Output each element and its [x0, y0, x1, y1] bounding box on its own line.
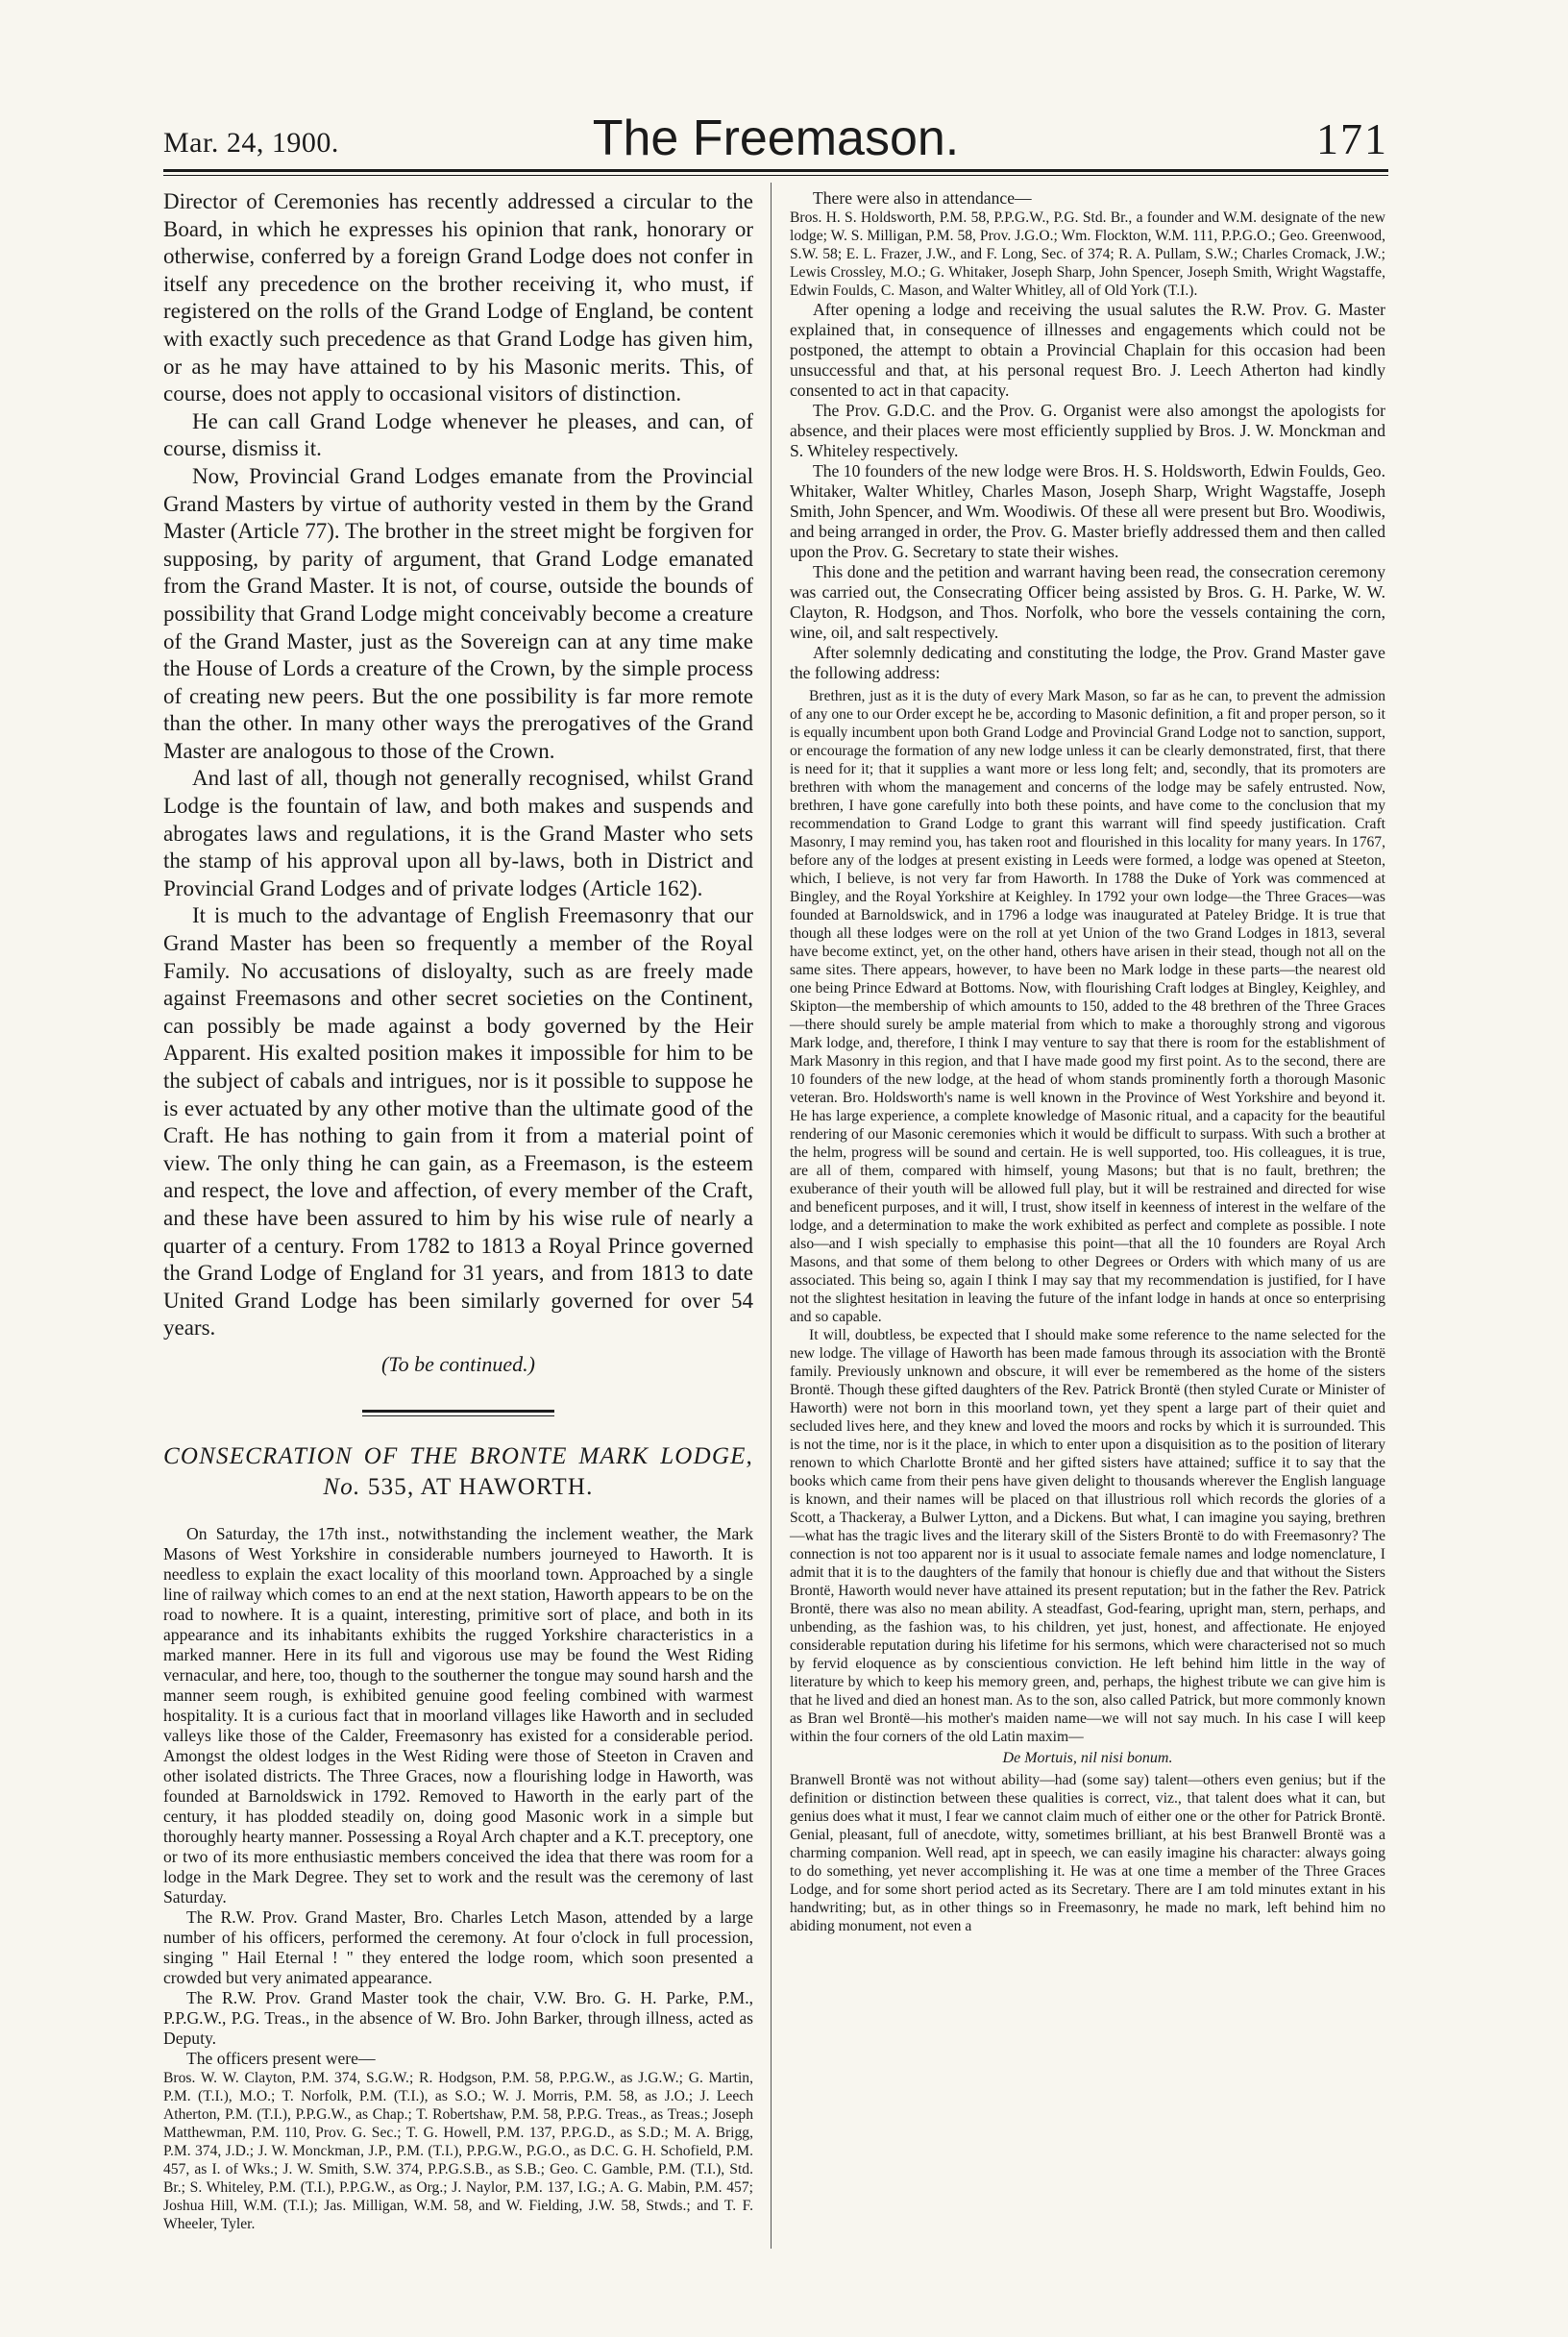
article-paragraph: After opening a lodge and receiving the usual salutes the R.W. Prov. G. Master explained that, in consequence of illnesses and engagements which could not be postponed, the attempt to obtain a Provincial Chaplain for this occasion had been unsuccessful and that, at his personal request Bro. J. Leech Atherton had kindly consented to act in that capacity. — [790, 300, 1385, 400]
continued-article — [163, 188, 753, 1377]
ceremony-narrative — [790, 300, 1385, 683]
section-rule-thick — [362, 1410, 554, 1413]
masthead-rule-thin — [163, 175, 1388, 176]
address-paragraph: It will, doubtless, be expected that I should make some reference to the name selected for the new lodge. The village of Haworth has been made famous through its association with the Brontë family. Previously unknown and obscure, it will ever be remembered as the home of the sisters Brontë. Though these gifted daughters of the Rev. Patrick Brontë (then styled Curate or Minister of Haworth) were not born in this moorland town, yet they spent a large part of their quiet and secluded lives here, and they knew and loved the moors and rocks by which it is surrounded. This is not the time, nor is it the place, in which to enter upon a disquisition as to the position of literary renown to which Charlotte Brontë and her gifted sisters have attained; suffice it to say that the books which came from their pens have given delight to thousands wherever the English language is known, and their names will be placed on that illustrious roll which records the glories of a Scott, a Thackeray, a Bulwer Lytton, and a Dickens. But what, I can imagine you saying, brethren—what has the tragic lives and the literary skill of the Sisters Brontë to do with Freemasonry? The connection is not too apparent nor is it usual to associate female names and lodge nomenclature, I admit that it is to the daughters of the family that honour is chiefly due and that without the Sisters Brontë, Haworth would never have attained its present reputation; but in the father the Rev. Patrick Brontë, there was also no mean ability. A steadfast, God-fearing, upright man, stern, perhaps, and unbending, as the fashion was, to his children, yet just, honest, and affectionate. He enjoyed considerable reputation during his lifetime for his sermons, which were characterised not so much by fervid eloquence as by conscientious conviction. He left behind him little in the way of literature by which to keep his memory green, and, perhaps, the highest tribute we can give him is that he lived and died an honest man. As to the son, also called Patrick, but more commonly known as Bran wel Brontë—his mother's maiden name—we will not say much. In his case I will keep within the four corners of the old Latin maxim— — [790, 1327, 1385, 1745]
article-heading — [163, 1441, 753, 1503]
article-paragraph: Director of Ceremonies has recently addressed a circular to the Board, in which he expresses his opinion that rank, honorary or otherwise, conferred by a foreign Grand Lodge does not confer in itself any precedence on the brother receiving it, who must, if registered on the rolls of the Grand Lodge of England, be content with exactly such precedence as that Grand Lodge has given him, or as he may have attained to by his Masonic merits. This, of course, does not apply to occasional visitors of distinction. — [163, 189, 753, 406]
attendance-list — [790, 209, 1385, 300]
issue-date: Mar. 24, 1900. — [163, 127, 339, 159]
article-heading-line-1: CONSECRATION OF THE BRONTE MARK LODGE, — [163, 1442, 753, 1469]
article-paragraph: After solemnly dedicating and constituting the lodge, the Prov. Grand Master gave the following address: — [790, 643, 1385, 682]
article-paragraph: This done and the petition and warrant having been read, the consecration ceremony was carried out, the Consecrating Officer being assisted by Bros. G. H. Parke, W. W. Clayton, R. Hodgson, and Thos. Norfolk, who bore the vessels containing the corn, wine, oil, and salt respectively. — [790, 562, 1385, 642]
newspaper-title: The Freemason. — [592, 111, 960, 166]
officers-list-text: Bros. W. W. Clayton, P.M. 374, S.G.W.; R. Hodgson, P.M. 58, P.P.G.W., as J.G.W.; G. Martin, P.M. (T.I.), M.O.; T. Norfolk, P.M. (T.I.), as S.O.; W. J. Morris, P.M. 58, as J.O.; J. Leech Atherton, P.M. (T.I.), P.P.G.W., as Chap.; T. Robertshaw, P.M. 58, P.P.G. Treas., as Treas.; Joseph Matthewman, P.M. 110, Prov. G. Sec.; T. G. Howell, P.M. 137, P.P.G.D., as S.D.; M. A. Brigg, P.M. 374, J.D.; J. W. Monckman, J.P., P.M. (T.I.), P.P.G.W., P.G.O., as D.C. G. H. Schofield, P.M. 457, as I. of Wks.; J. W. Smith, S.W. 374, P.P.G.S.B., as S.B.; Geo. C. Gamble, P.M. (T.I.), Std. Br.; S. Whiteley, P.M. (T.I.), P.P.G.W., as Org.; J. Naylor, P.M. 137, I.G.; A. G. Mabin, P.M. 457; Joshua Hill, W.M. (T.I.); Jas. Milligan, W.M. 58, and W. Fielding, J.W. 58, Stwds.; and T. F. Wheeler, Tyler. — [163, 2069, 753, 2232]
address-paragraph: Brethren, just as it is the duty of every Mark Mason, so far as he can, to prevent the admission of any one to our Order except he be, according to Masonic definition, a fit and proper person, so it is equally incumbent upon both Grand Lodge and Provincial Grand Lodge not to sanction, support, or encourage the formation of any new lodge unless it can be clearly demonstrated, first, that there is need for it; that it supplies a want more or less long felt; and, secondly, that its promoters are brethren with whom the management and concerns of the lodge may be safely entrusted. Now, brethren, I have gone carefully into both these points, and have come to the conclusion that my recommendation to Grand Lodge to grant this warrant will find speedy justification. Craft Masonry, I may remind you, has taken root and flourished in this locality for many years. In 1767, before any of the lodges at present existing in Leeds were formed, a lodge was opened at Steeton, which, I believe, is not very far from Haworth. In 1788 the Duke of York was commenced at Bingley, and the Royal Yorkshire at Keighley. In 1792 your own lodge—the Three Graces—was founded at Barnoldswick, and in 1796 a lodge was inaugurated at Pateley Bridge. It is true that though all these lodges were on the roll at yet Union of the two Grand Lodges in 1813, several have become extinct, yet, on the other hand, others have arisen in their stead, though not all on the same sites. There appears, however, to have been no Mark lodge in these parts—the nearest old one being Prince Edward at Bottoms. Now, with flourishing Craft lodges at Bingley, Keighley, and Skipton—the membership of which amounts to 150, added to the 48 brethren of the Three Graces—there should surely be ample material from which to make a thoroughly strong and vigorous Mark lodge, and, therefore, I think I may venture to say that there is room for the establishment of Mark Masonry in this region, and that I have made good my first point. As to the second, there are 10 founders of the new lodge, at the head of whom stands prominently forth a thorough Masonic veteran. Bro. Holdsworth's name is well known in the Province of West Yorkshire and beyond it. He has large experience, a complete knowledge of Masonic ritual, and a capacity for the beautiful rendering of our Masonic ceremonies which it would be difficult to surpass. With such a brother at the helm, progress will be sound and certain. He is well supported, too. His colleagues, it is true, are all of them, compared with himself, young Masons; but that is no fault, brethren; the exuberance of their youth will be allowed full play, but it will be restrained and directed for wise and beneficent purposes, and it will, I trust, show itself in keenness of interest in the welfare of the lodge, and a determination to make the work exhibited as perfect and complete as possible. I note also—and I wish specially to emphasise this point—that all the 10 founders are Royal Arch Masons, and that some of them belong to other Degrees or Orders with which many of us are associated. This being so, again I think I may say that my recommendation is justified, for I have not the slightest hesitation in leaving the future of the infant lodge in hands at once so enterprising and so capable. — [790, 688, 1385, 1325]
article-paragraph: The 10 founders of the new lodge were Bros. H. S. Holdsworth, Edwin Foulds, Geo. Whitaker, Walter Whitley, Charles Mason, Joseph Sharp, Wright Wagstaffe, Joseph Smith, John Spencer, and Wm. Woodiwis. Of these all were present but Bro. Woodiwis, and being arranged in order, the Prov. G. Master briefly addressed them and then called upon the Prov. G. Secretary to state their wishes. — [790, 461, 1385, 561]
article-paragraph: The officers present were— — [186, 2048, 376, 2068]
to-be-continued: (To be continued.) — [381, 1351, 535, 1376]
attendance-list-text: Bros. H. S. Holdsworth, P.M. 58, P.P.G.W., P.G. Std. Br., a founder and W.M. designate of the new lodge; W. S. Milligan, P.M. 58, Prov. J.G.O.; Wm. Flockton, W.M. 111, P.P.G.O.; Geo. Greenwood, S.W. 58; E. L. Frazer, J.W., and F. Long, Sec. of 374; R. A. Pullam, S.W.; Charles Cromack, J.W.; Lewis Crossley, M.O.; G. Whitaker, Joseph Sharp, John Spencer, Joseph Smith, Wright Wagstaffe, Edwin Foulds, C. Mason, and Walter Whitley, all of Old York (T.I.). — [790, 209, 1385, 299]
masthead-rule-thick — [163, 169, 1388, 172]
article-paragraph: The R.W. Prov. Grand Master, Bro. Charles Letch Mason, attended by a large number of his officers, performed the ceremony. At four o'clock in full procession, singing " Hail Eternal ! " they entered the lodge room, which soon presented a crowded but very animated appearance. — [163, 1906, 753, 1987]
heading-number-label: No. — [323, 1473, 361, 1500]
article-paragraph: And last of all, though not generally recognised, whilst Grand Lodge is the fountain of law, and both makes and suspends and abrogates laws and regulations, it is the Grand Master who sets the stamp of his approval upon all by-laws, both in District and Provincial Grand Lodges and of private lodges (Article 162). — [163, 766, 753, 900]
section-rule-thin — [362, 1415, 554, 1416]
left-column — [163, 188, 753, 2233]
article-paragraph: It is much to the advantage of English Freemasonry that our Grand Master has been so frequently a member of the Royal Family. No accusations of disloyalty, such as are freely made against Freemasons and other secret societies on the Continent, can possibly be made against a body governed by the Heir Apparent. His exalted position makes it impossible for him to be the subject of cabals and intrigues, nor is it possible to suppose he is ever actuated by any other motive than the ultimate good of the Craft. He has nothing to gain from it from a material point of view. The only thing he can gain, as a Freemason, is the esteem and respect, the love and affection, of every member of the Craft, and these have been assured to him by his wise rule of nearly a quarter of a century. From 1782 to 1813 a Royal Prince governed the Grand Lodge of England for 31 years, and from 1813 to date United Grand Lodge has been similarly governed for over 54 years. — [163, 903, 753, 1341]
closing-paragraph — [790, 1771, 1385, 1935]
heading-lodge-number: 535, AT HAWORTH. — [367, 1473, 594, 1500]
officers-list — [163, 2069, 753, 2233]
masthead — [163, 106, 1388, 165]
grand-master-address — [790, 687, 1385, 1746]
attendance-section — [790, 188, 1385, 209]
column-divider — [771, 183, 772, 2249]
attendance-intro: There were also in attendance— — [813, 188, 1032, 208]
article-paragraph: The R.W. Prov. Grand Master took the chair, V.W. Bro. G. H. Parke, P.M., P.P.G.W., P.G. Treas., in the absence of W. Bro. John Barker, through illness, acted as Deputy. — [163, 1987, 753, 2048]
article-heading-line-2 — [163, 1472, 753, 1503]
article-paragraph: He can call Grand Lodge whenever he pleases, and can, of course, dismiss it. — [163, 408, 753, 461]
page-number: 171 — [1316, 114, 1388, 163]
latin-maxim: De Mortuis, nil nisi bonum. — [1002, 1750, 1173, 1766]
article-paragraph: On Saturday, the 17th inst., notwithstanding the inclement weather, the Mark Masons of West Yorkshire in considerable numbers journeyed to Haworth. It is needless to explain the exact locality of this moorland town. Approached by a single line of railway which comes to an end at the next station, Haworth appears to be on the road to nowhere. It is a quaint, interesting, primitive sort of place, and both in its appearance and its inhabitants exhibits the rugged Yorkshire characteristics in a marked manner. Here in its full and vigorous use may be found the West Riding vernacular, and here, too, though to the southerner the tongue may sound harsh and the manner seem rough, is exhibited genuine good feeling combined with warmest hospitality. It is a curious fact that in moorland villages like Haworth and in secluded valleys like those of the Calder, Freemasonry has existed for a considerable period. Amongst the oldest lodges in the West Riding were those of Steeton in Craven and other isolated districts. The Three Graces, now a flourishing lodge in Haworth, was founded at Barnoldswick in 1792. Removed to Haworth in the early part of the century, it has plodded steadily on, doing good Masonic work in a simple but thoroughly hearty manner. Possessing a Royal Arch chapter and a K.T. preceptory, one or two of its more enthusiastic members conceived the idea that there was room for a lodge in the Mark Degree. They set to work and the result was the ceremony of last Saturday. — [163, 1523, 753, 1906]
closing-paragraph-text: Branwell Brontë was not without ability—had (some say) talent—others even genius; but if the definition or distinction between these qualities is correct, viz., that talent does what it can, but genius does what it must, I fear we cannot claim much of either one or the other for Patrick Brontë. Genial, pleasant, full of anecdote, witty, sometimes brilliant, at his best Branwell Brontë was a charming companion. Well read, apt in speech, we can easily imagine his character: always going to do something, yet never accomplishing it. He was at one time a member of the Three Graces Lodge, and for some short period acted as its Secretary. There are I am told minutes extant in his handwriting; but, as in other things so in Freemasonry, he made no mark, left behind him no abiding monument, not even a — [790, 1772, 1385, 1934]
right-column — [790, 188, 1385, 1935]
article-paragraph: The Prov. G.D.C. and the Prov. G. Organist were also amongst the apologists for absence, and their places were most efficiently supplied by Bros. J. W. Monckman and S. Whiteley respectively. — [790, 401, 1385, 460]
article-paragraph: Now, Provincial Grand Lodges emanate from the Provincial Grand Masters by virtue of authority vested in them by the Grand Master (Article 77). The brother in the street might be forgiven for supposing, by parity of argument, that Grand Lodge emanated from the Grand Master. It is not, of course, outside the bounds of possibility that Grand Lodge might conceivably become a creature of the Grand Master, just as the Sovereign can at any time make the House of Lords a creature of the Crown, by the simple process of creating new peers. But the one possibility is far more remote than the other. In many other ways the prerogatives of the Grand Master are analogous to those of the Crown. — [163, 463, 753, 763]
consecration-article — [163, 1524, 753, 2069]
